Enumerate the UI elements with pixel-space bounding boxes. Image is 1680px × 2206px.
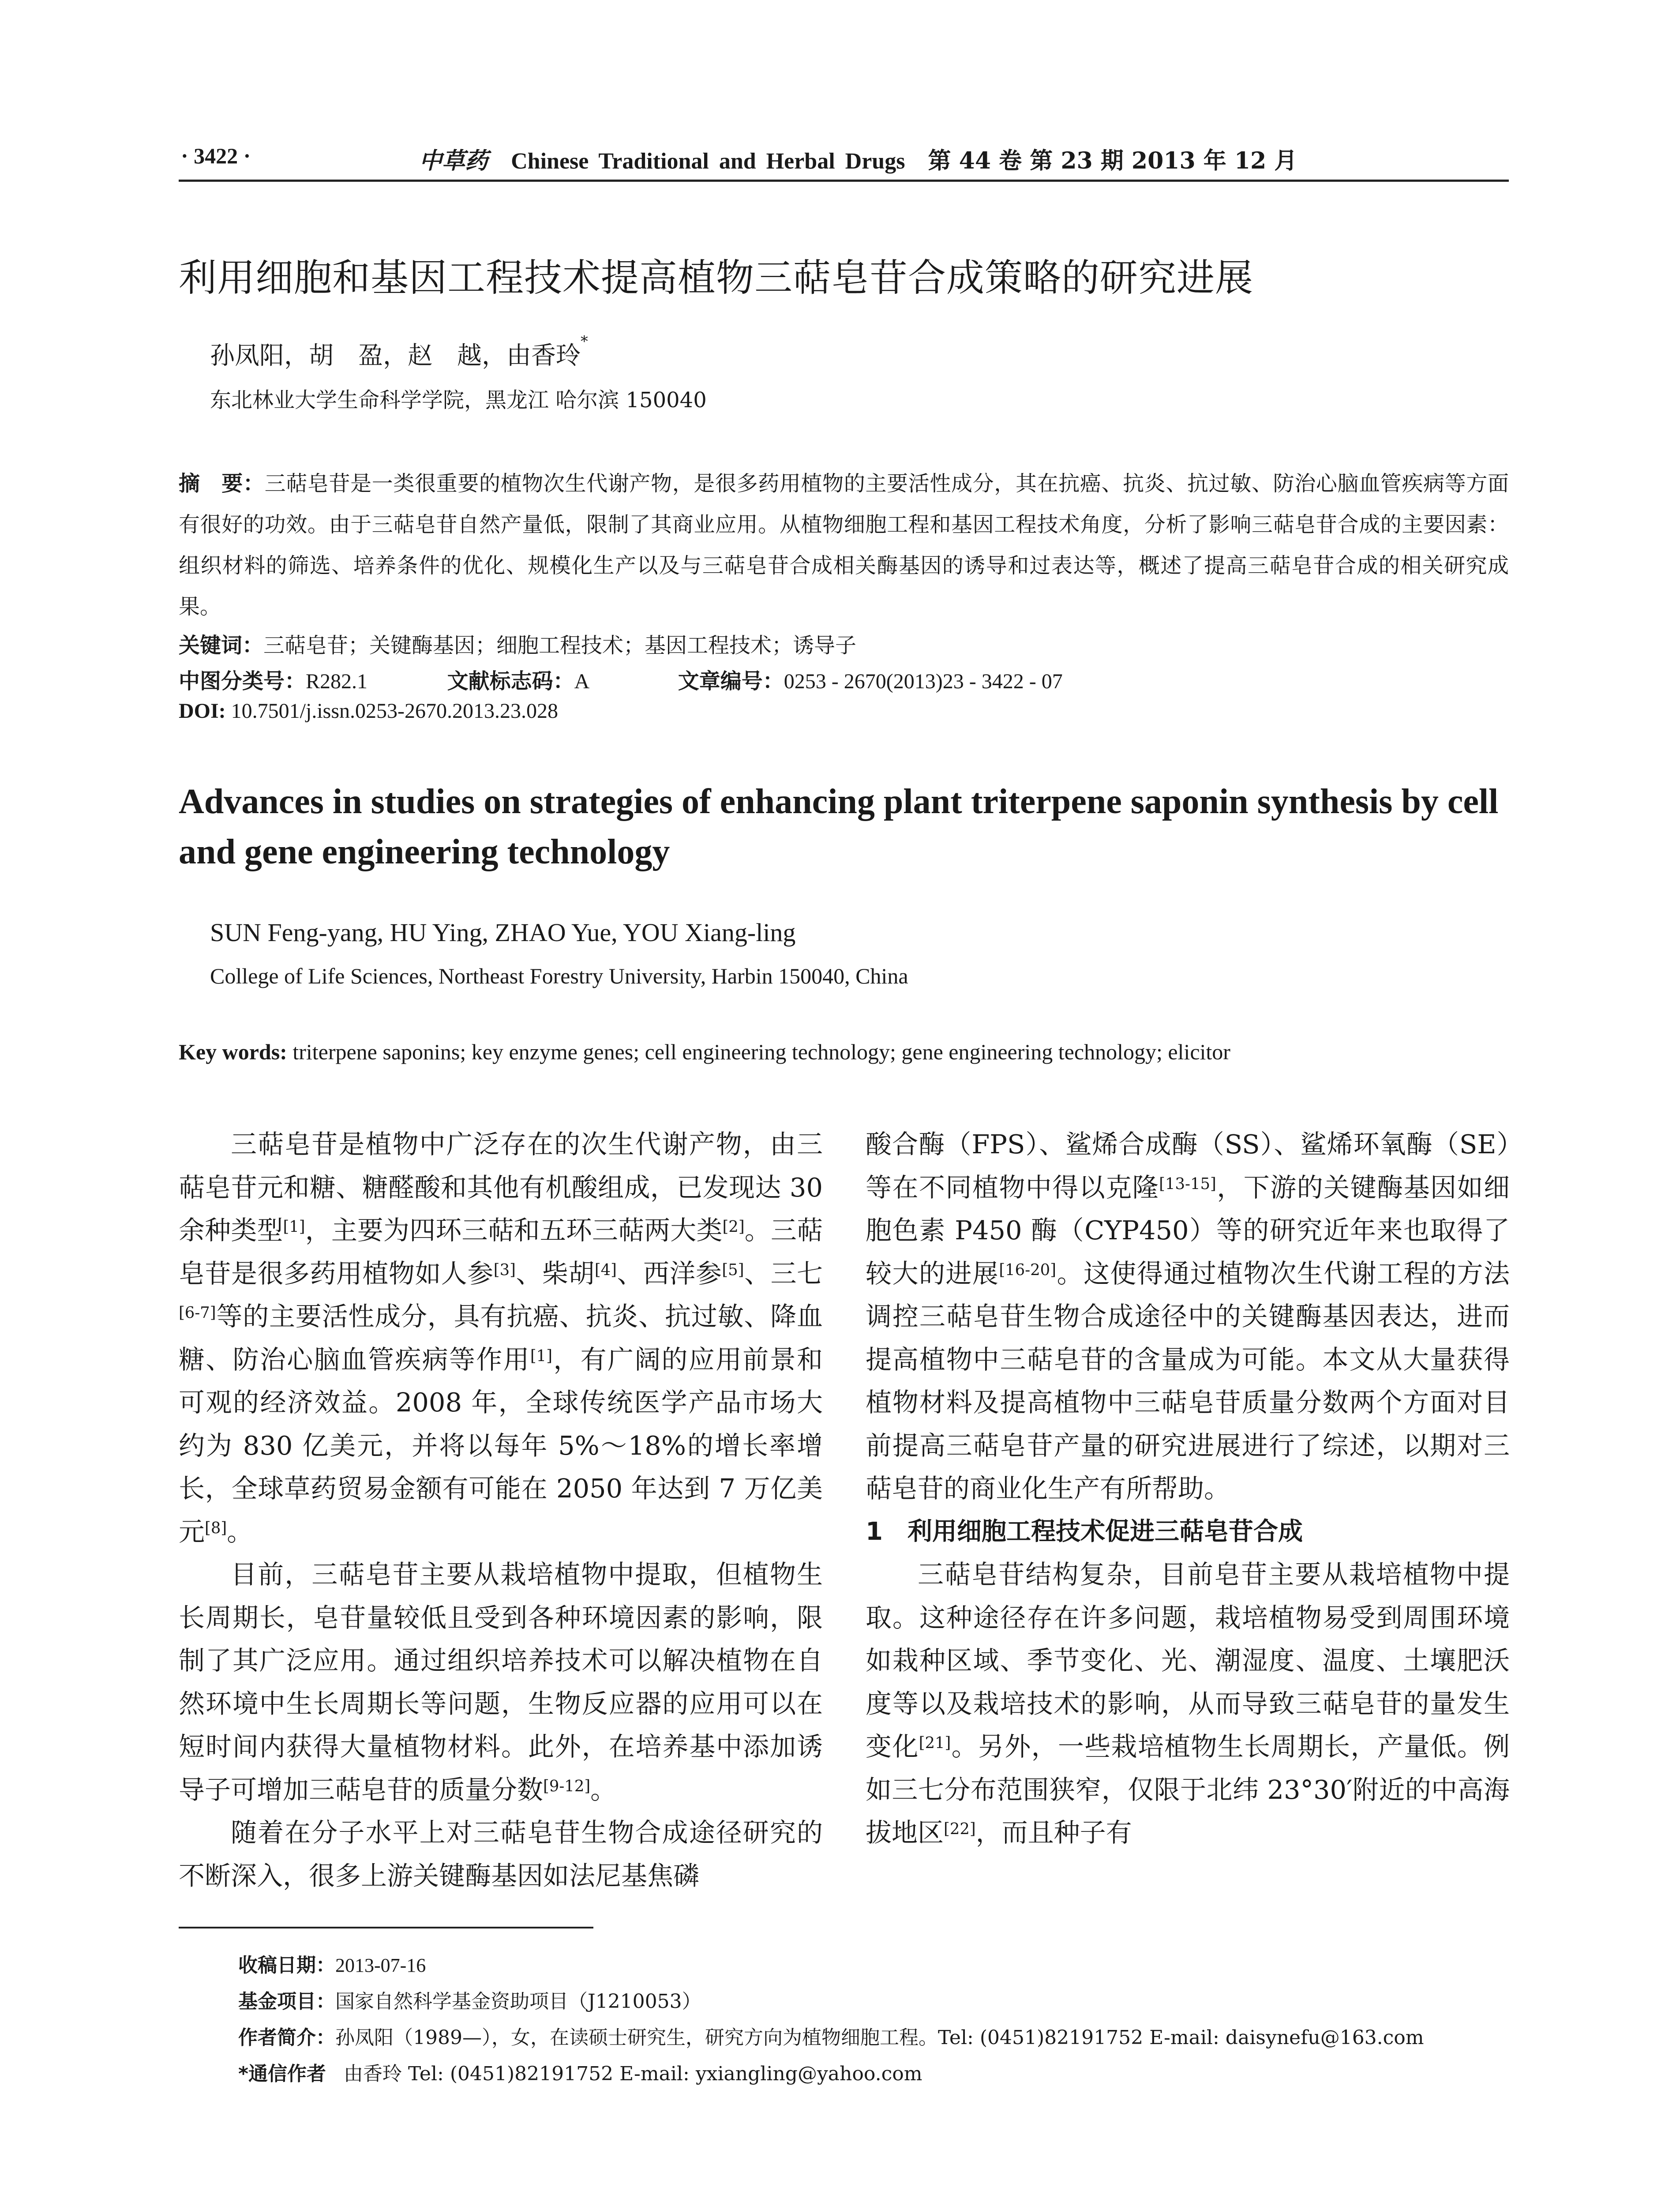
chinese-title: 利用细胞和基因工程技术提高植物三萜皂苷合成策略的研究进展 <box>179 256 1253 300</box>
chinese-abstract <box>179 463 1509 627</box>
citation: [21] <box>919 1734 951 1752</box>
citation: [1] <box>530 1347 553 1365</box>
citation: [2] <box>722 1218 745 1236</box>
body-paragraph: 酸合酶（FPS）、鲨烯合成酶（SS）、鲨烯环氧酶（SE）等在不同植物中得以克隆[13-15]，下游的关键酶基因如细胞色素 P450 酶（CYP450）等的研究近年来也取得了较大的进展[16-20]。这使得通过植物次生代谢工程的方法调控三萜皂苷生物合成途径中的关键酶基因表达，进而提高植物中三萜皂苷的含量成为可能。本文从大量获得植物材料及提高植物中三萜皂苷质量分数两个方面对目前提高三萜皂苷产量的研究进展进行了综述，以期对三萜皂苷的商业化生产有所帮助。 <box>866 1129 1510 1504</box>
header-rule <box>179 180 1509 182</box>
corresponding-label: *通信作者 <box>238 2063 326 2085</box>
keywords-label: 关键词： <box>179 633 264 658</box>
citation: [5] <box>722 1261 744 1279</box>
running-header <box>181 140 1509 175</box>
citation: [1] <box>283 1218 305 1236</box>
english-keywords-text: triterpene saponins; key enzyme genes; cell engineering technology; gene engineering technology; elicitor <box>292 1039 1230 1064</box>
citation: [4] <box>594 1261 617 1279</box>
doi-label: DOI: <box>179 699 226 723</box>
english-keywords-label: Key words: <box>179 1039 287 1064</box>
doc-code-label: 文献标志码： <box>447 669 574 694</box>
keywords-text: 三萜皂苷；关键酶基因；细胞工程技术；基因工程技术；诱导子 <box>263 633 857 658</box>
citation: [6-7] <box>179 1304 216 1322</box>
bio-value: 孙凤阳（1989—），女，在读硕士研究生，研究方向为植物细胞工程。Tel: (0451)82191752 E-mail: daisynefu@163.com <box>335 2026 1424 2049</box>
chinese-affiliation: 东北林业大学生命科学学院，黑龙江 哈尔滨 150040 <box>210 388 707 413</box>
body-column-left <box>179 1123 823 1897</box>
footnote-fund <box>238 1985 701 2014</box>
chinese-keywords <box>179 628 856 659</box>
journal-issue: 第 44 卷 第 23 期 2013 年 12 月 <box>928 147 1298 174</box>
section-heading: 1 利用细胞工程技术促进三萜皂苷合成 <box>866 1517 1303 1546</box>
body-paragraph: 三萜皂苷是植物中广泛存在的次生代谢产物，由三萜皂苷元和糖、糖醛酸和其他有机酸组成，已发现达 30 余种类型[1]，主要为四环三萜和五环三萜两大类[2]。三萜皂苷是很多药用植物如人参[3]、柴胡[4]、西洋参[5]、三七[6-7]等的主要活性成分，具有抗癌、抗炎、抗过敏、降血糖、防治心脑血管疾病等作用[1]，有广阔的应用前景和可观的经济效益。2008 年，全球传统医学产品市场大约为 830 亿美元，并将以每年 5%～18%的增长率增长，全球草药贸易金额有可能在 2050 年达到 7 万亿美元[8]。 <box>179 1129 823 1547</box>
corresponding-value: 由香玲 Tel: (0451)82191752 E-mail: yxiangling@yahoo.com <box>344 2063 922 2085</box>
clc-value: R282.1 <box>306 670 368 693</box>
english-title: Advances in studies on strategies of enhancing plant triterpene saponin synthesis by cell and gene engineering technology <box>179 782 1499 871</box>
fund-label: 基金项目： <box>238 1990 335 2013</box>
body-paragraph: 目前，三萜皂苷主要从栽培植物中提取，但植物生长周期长，皂苷量较低且受到各种环境因素的影响，限制了其广泛应用。通过组织培养技术可以解决植物在自然环境中生长周期长等问题，生物反应器的应用可以在短时间内获得大量植物材料。此外，在培养基中添加诱导子可增加三萜皂苷的质量分数[9-12]。 <box>179 1559 823 1805</box>
journal-name-cn: 中草药 <box>419 147 488 174</box>
citation: [9-12] <box>543 1777 591 1795</box>
body-paragraph: 三萜皂苷结构复杂，目前皂苷主要从栽培植物中提取。这种途径存在许多问题，栽培植物易受到周围环境如栽种区域、季节变化、光、潮湿度、温度、土壤肥沃度等以及栽培技术的影响，从而导致三萜皂苷的量发生变化[21]。另外，一些栽培植物生长周期长，产量低。例如三七分布范围狭窄，仅限于北纬 23°30′附近的中高海拔地区[22]，而且种子有 <box>866 1559 1510 1848</box>
citation: [22] <box>944 1820 976 1838</box>
citation: [16-20] <box>999 1261 1056 1279</box>
body-paragraph: 随着在分子水平上对三萜皂苷生物合成途径研究的不断深入，很多上游关键酶基因如法尼基焦磷 <box>179 1817 823 1891</box>
citation: [3] <box>493 1261 516 1279</box>
footnote-rule <box>179 1927 593 1928</box>
article-no-value: 0253 - 2670(2013)23 - 3422 - 07 <box>784 670 1063 693</box>
english-authors: SUN Feng-yang, HU Ying, ZHAO Yue, YOU Xiang-ling <box>210 918 796 947</box>
page-number: · 3422 · <box>181 143 251 168</box>
footnote-received <box>238 1949 426 1977</box>
abstract-label: 摘 要： <box>179 471 265 496</box>
english-keywords <box>179 1039 1230 1065</box>
journal-header <box>419 142 1297 175</box>
citation: [13-15] <box>1159 1174 1216 1193</box>
doi-line <box>179 699 558 723</box>
clc-label: 中图分类号： <box>179 669 306 694</box>
chinese-author-names: 孙凤阳，胡 盈，赵 越，由香玲 <box>210 341 581 370</box>
citation: [8] <box>205 1519 227 1537</box>
journal-name-en: Chinese Traditional and Herbal Drugs <box>511 149 905 174</box>
corresponding-mark: * <box>581 333 588 350</box>
doi-link[interactable]: 10.7501/j.issn.0253-2670.2013.23.028 <box>231 699 559 723</box>
bio-label: 作者简介： <box>238 2026 335 2049</box>
doc-code-value: A <box>574 670 590 693</box>
article-no-label: 文章编号： <box>678 669 784 694</box>
classification-line <box>179 664 1063 694</box>
footnote-corresponding <box>238 2058 922 2086</box>
chinese-authors <box>210 333 588 371</box>
received-value: 2013-07-16 <box>335 1955 426 1976</box>
abstract-text: 三萜皂苷是一类很重要的植物次生代谢产物，是很多药用植物的主要活性成分，其在抗癌、抗炎、抗过敏、防治心脑血管疾病等方面有很好的功效。由于三萜皂苷自然产量低，限制了其商业应用。从植物细胞工程和基因工程技术角度，分析了影响三萜皂苷合成的主要因素：组织材料的筛选、培养条件的优化、规模化生产以及与三萜皂苷合成相关酶基因的诱导和过表达等，概述了提高三萜皂苷合成的相关研究成果。 <box>179 471 1509 619</box>
english-affiliation: College of Life Sciences, Northeast Forestry University, Harbin 150040, China <box>210 964 908 988</box>
received-label: 收稿日期： <box>238 1954 335 1977</box>
body-column-right <box>866 1123 1510 1854</box>
fund-value: 国家自然科学基金资助项目（J1210053） <box>335 1990 701 2013</box>
footnote-author-bio <box>238 2022 1424 2050</box>
